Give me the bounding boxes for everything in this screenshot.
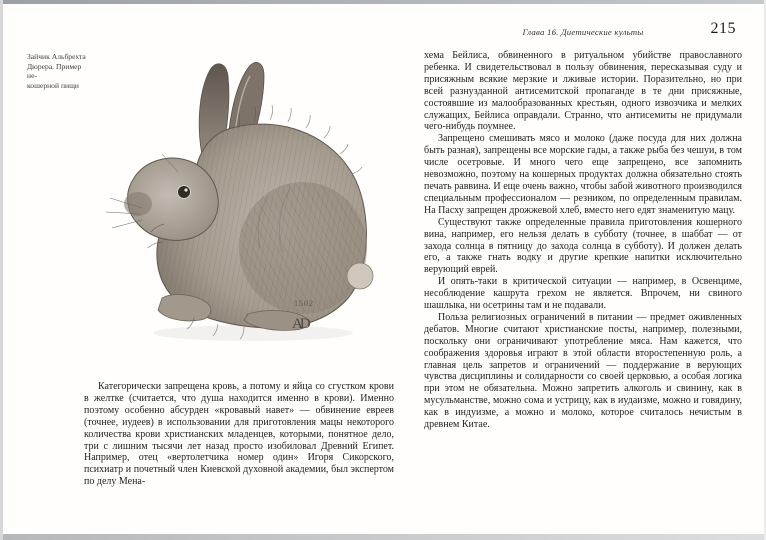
body-paragraph: хема Бейлиса, обвиненного в ритуальном убийстве православного ребенка. И свидетельствовал в пользу обвинения, пересказывая суду и присяжным всякие мерзкие и лживые истории. Поразительно, но при всей разнузданной антисемитской пропаганде в те дни присяжные, состоявшие из малообразованных крестьян, одного извозчика и мелких служащих, Бейлиса оправдали. Странно, что антисемиты не придумали чего-нибудь поумнее.: [424, 50, 742, 133]
hare-drawing: [98, 36, 393, 358]
durer-hare-figure: [98, 36, 393, 358]
artist-monogram: AD: [292, 316, 308, 332]
hare-muzzle: [124, 192, 152, 216]
chapter-title: Глава 16. Диетические культы: [522, 27, 644, 37]
scan-edge-left: [0, 0, 3, 540]
hare-head: [124, 158, 218, 240]
right-page-text: [424, 50, 742, 431]
body-paragraph: Запрещено смешивать мясо и молоко (даже посуда для них должна быть разная), запрещены все морские гады, а также рыба без чешуи, в том числе осетровые. И много чего еще запрещено, все запомнить невозможно, поэтому на кошерных продуктах должна обязательно стоять печать раввина. И еще очень важно, чтобы забой животного производился специальным профессионалом — резником, по определенным правилам. На Пасху запрещен дрожжевой хлеб, вместо него едят знаменитую мацу.: [424, 133, 742, 216]
body-paragraph: Категорически запрещена кровь, а потому и яйца со сгустком крови в желтке (считается, что душа находится именно в крови). Именно поэтому особенно абсурден «кровавый навет» — обвинение евреев (точнее, иудеев) в использовании для приготовления мацы некоторого количества крови христианских младенцев, которыми, понятное дело, три с лишним тысячи лет назад просто изобиловал Древний Египет. Например, отец «вертолетчика номер один» Игоря Сикорского, психиатр и почетный член Киевской духовной академии, был экспертом по делу Мена-: [84, 381, 394, 488]
body-paragraph: Существуют также определенные правила приготовления кошерного вина, например, его нельзя делать в субботу (точнее, в шаббат — от захода солнца в пятницу до захода солнца в субботу). И должен делать его, а также гнать водку и другие крепкие напитки исключительно верующий еврей.: [424, 216, 742, 276]
scan-edge-bottom: [0, 534, 766, 540]
hare-eye: [178, 186, 191, 199]
artwork-date: 1502: [294, 299, 314, 308]
page-number: 215: [710, 20, 736, 37]
figure-caption: [27, 52, 93, 90]
body-paragraph: И опять-таки в критической ситуации — например, в Освенциме, несоблюдение кашрута грехом не является. Впрочем, ни свиного шашлыка, ни осетрины там и не подавали.: [424, 276, 742, 312]
scan-edge-top: [0, 0, 766, 4]
caption-line: Дюрера. Пример не-: [27, 61, 82, 81]
left-page-text: [84, 381, 394, 488]
hare-tail: [347, 263, 373, 289]
running-head: [424, 27, 742, 37]
caption-line: кошерной пищи: [27, 80, 79, 90]
body-paragraph: Польза религиозных ограничений в питании — предмет оживленных дебатов. Многие считают христианские посты, например, полезными, поскольку они ограничивают употребление мяса. Нам кажется, что соображения здоровья играют в этой области второстепенную роль, а главная цель запретов и ограничений — поддержание в верующих чувства дисциплины и солидарности со своей церковью, а особая логика при этом не обязательна. Можно запретить алкоголь и свинину, как в мусульманстве, можно сома и устрицу, как в иудаизме, можно и говядину, как в индуизме, а можно и молоко, которое считалось нечистым в древнем Китае.: [424, 311, 742, 431]
caption-line: Зайчик Альбрехта: [27, 52, 86, 61]
